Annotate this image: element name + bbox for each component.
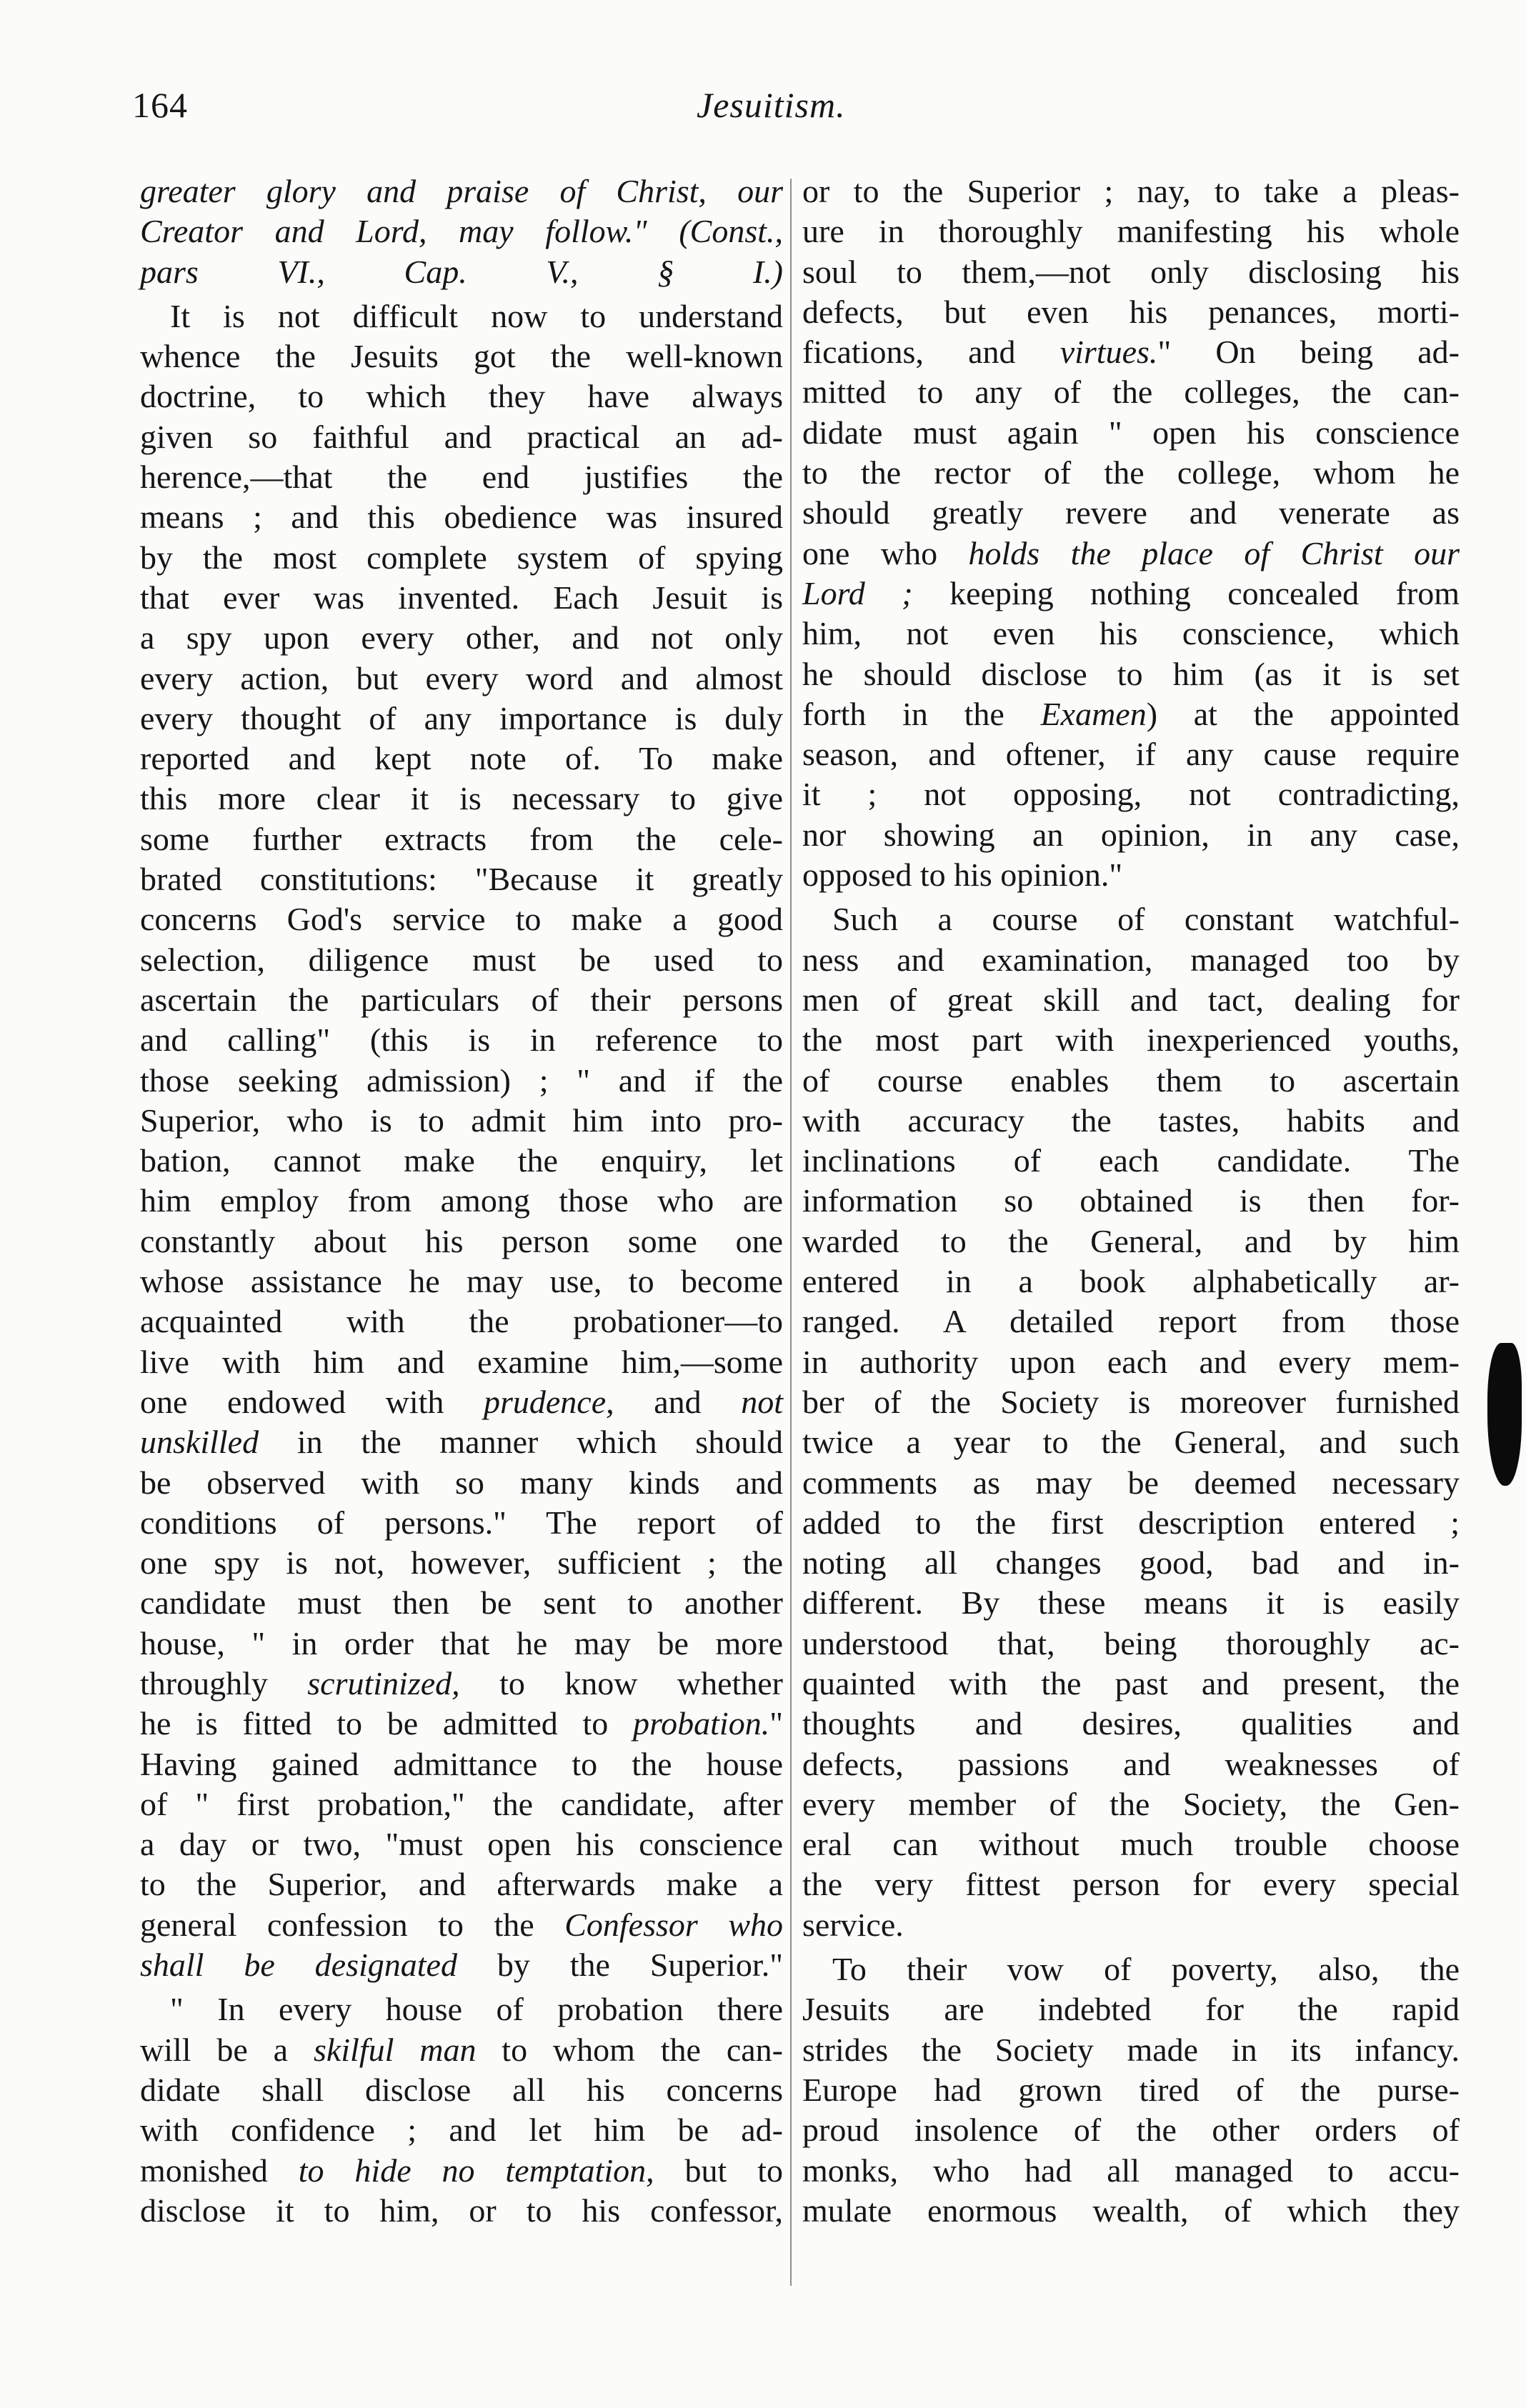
text-line xyxy=(140,1824,783,1864)
text-run: concerns God's service to make a good xyxy=(140,901,783,938)
text-line xyxy=(802,1949,1460,1989)
text-line xyxy=(140,1905,783,1945)
text-line xyxy=(802,1422,1460,1462)
text-line xyxy=(802,1061,1460,1101)
text-line xyxy=(802,855,1460,895)
text-line xyxy=(140,1262,783,1302)
text-run: season, and oftener, if any cause require xyxy=(802,736,1460,773)
text-line xyxy=(140,336,783,376)
text-run: " xyxy=(769,1705,783,1742)
italic-run: holds the place of Christ our xyxy=(968,534,1460,571)
text-run: understood that, being thoroughly ac- xyxy=(802,1624,1460,1662)
text-line xyxy=(140,2110,783,2150)
left-paragraph xyxy=(140,171,783,292)
text-line xyxy=(140,538,783,578)
text-line xyxy=(140,940,783,980)
text-run: some further extracts from the cele- xyxy=(140,820,783,857)
text-line xyxy=(140,1664,783,1704)
italic-run: greater glory and praise of Christ, our xyxy=(140,173,783,209)
text-line xyxy=(802,1989,1460,2029)
text-line xyxy=(140,859,783,899)
text-run: by the Superior." xyxy=(457,1947,783,1984)
text-run: Europe had grown tired of the purse- xyxy=(802,2071,1460,2108)
page-header xyxy=(132,84,1454,141)
text-run: warded to the General, and by him xyxy=(802,1222,1460,1259)
text-run: the most part with inexperienced youths, xyxy=(802,1021,1460,1059)
text-line xyxy=(802,1543,1460,1583)
text-run: ascertain the particulars of their persons xyxy=(140,981,783,1018)
text-line xyxy=(140,980,783,1020)
text-run: candidate must then be sent to another xyxy=(140,1584,783,1622)
text-run: one spy is not, however, sufficient ; the xyxy=(140,1544,783,1582)
text-line xyxy=(802,2030,1460,2070)
text-run: didate must again " open his conscience xyxy=(802,414,1460,451)
text-line xyxy=(802,372,1460,412)
text-run: every action, but every word and almost xyxy=(140,659,783,696)
text-run: every thought of any importance is duly xyxy=(140,699,783,736)
text-run: live with him and examine him,—some xyxy=(140,1343,783,1380)
text-run: to the rector of the college, whom he xyxy=(802,454,1460,491)
text-run: ranged. A detailed report from those xyxy=(802,1303,1460,1340)
text-line xyxy=(802,940,1460,980)
text-run: he is fitted to be admitted to xyxy=(140,1705,633,1742)
text-line xyxy=(140,1624,783,1664)
running-head: Jesuitism. xyxy=(697,85,846,125)
text-line xyxy=(802,1382,1460,1422)
text-line xyxy=(140,618,783,658)
text-run: quainted with the past and present, the xyxy=(802,1664,1460,1702)
text-line xyxy=(140,779,783,819)
text-run: whence the Jesuits got the well-known xyxy=(140,338,783,375)
text-run: in the manner which should xyxy=(259,1424,783,1461)
text-line xyxy=(140,252,783,292)
text-run: with accuracy the tastes, habits and xyxy=(802,1101,1460,1139)
italic-run: pars VI., Cap. V., § I.) xyxy=(140,253,783,290)
text-run: forth in the xyxy=(802,695,1041,732)
text-run: by the most complete system of spying xyxy=(140,539,783,576)
text-run: noting all changes good, bad and in- xyxy=(802,1544,1460,1582)
text-run: of " first probation," the candidate, after xyxy=(140,1785,783,1822)
text-line xyxy=(140,1181,783,1221)
text-run: but to xyxy=(654,2152,783,2189)
text-run: to the Superior, and afterwards make a xyxy=(140,1866,783,1903)
text-run: house, " in order that he may be more xyxy=(140,1624,783,1662)
text-line xyxy=(802,453,1460,493)
text-line xyxy=(802,815,1460,855)
text-line xyxy=(140,211,783,251)
text-run: opposed to his opinion." xyxy=(802,856,1123,894)
text-run: Jesuits are indebted for the rapid xyxy=(802,1991,1460,2028)
text-line xyxy=(140,2030,783,2070)
text-run: every member of the Society, the Gen- xyxy=(802,1785,1460,1822)
text-run: constantly about his person some one xyxy=(140,1222,783,1259)
text-line xyxy=(802,614,1460,654)
text-line xyxy=(140,1101,783,1141)
text-run: whose assistance he may use, to become xyxy=(140,1263,783,1300)
text-line xyxy=(140,296,783,336)
text-run: to whom the can- xyxy=(476,2031,783,2068)
text-line xyxy=(140,578,783,618)
italic-run: Confessor who xyxy=(564,1906,784,1943)
text-run: a day or two, "must open his conscience xyxy=(140,1826,783,1863)
text-line xyxy=(802,1302,1460,1342)
text-line xyxy=(140,1141,783,1181)
text-run: one who xyxy=(802,534,969,571)
text-line xyxy=(802,1463,1460,1503)
text-run: him employ from among those who are xyxy=(140,1182,783,1219)
text-line xyxy=(140,1222,783,1262)
text-run: monks, who had all managed to accu- xyxy=(802,2152,1460,2189)
text-line xyxy=(140,1543,783,1583)
text-line xyxy=(140,1342,783,1382)
text-run: be observed with so many kinds and xyxy=(140,1464,783,1501)
text-line xyxy=(802,1222,1460,1262)
text-run: strides the Society made in its infancy. xyxy=(802,2031,1460,2068)
text-run: general confession to the xyxy=(140,1906,565,1943)
text-line xyxy=(802,1864,1460,1904)
italic-run: virtues. xyxy=(1059,334,1158,371)
text-run: proud insolence of the other orders of xyxy=(802,2112,1460,2149)
text-line xyxy=(802,774,1460,814)
text-line xyxy=(140,497,783,537)
italic-run: not xyxy=(741,1383,783,1420)
text-line xyxy=(802,2191,1460,2231)
text-line xyxy=(802,1020,1460,1060)
italic-run: probation. xyxy=(632,1705,770,1742)
italic-run: shall be designated xyxy=(140,1947,457,1984)
text-line xyxy=(802,899,1460,939)
text-line xyxy=(140,1302,783,1342)
text-run: will be a xyxy=(140,2031,314,2068)
text-run: nor showing an opinion, in any case, xyxy=(802,816,1460,853)
text-line xyxy=(802,1784,1460,1824)
text-run: mulate enormous wealth, of which they xyxy=(802,2192,1460,2229)
text-line xyxy=(802,1624,1460,1664)
text-run: given so faithful and practical an ad- xyxy=(140,418,783,455)
text-run: bation, cannot make the enquiry, let xyxy=(140,1142,783,1179)
text-run: didate shall disclose all his concerns xyxy=(140,2071,783,2108)
italic-run: scrutinized, xyxy=(307,1664,460,1702)
text-run: those seeking admission) ; " and if the xyxy=(140,1061,783,1099)
text-line xyxy=(802,292,1460,332)
text-run: ber of the Society is moreover furnished xyxy=(802,1383,1460,1420)
text-run: he should disclose to him (as it is set xyxy=(802,655,1460,692)
text-run: different. By these means it is easily xyxy=(802,1584,1460,1622)
text-run: conditions of persons." The report of xyxy=(140,1504,783,1541)
text-run: acquainted with the probationer—to xyxy=(140,1303,783,1340)
text-line xyxy=(140,659,783,699)
text-run: reported and kept note of. To make xyxy=(140,740,783,777)
text-run: thoughts and desires, qualities and xyxy=(802,1705,1460,1742)
text-line xyxy=(140,417,783,457)
text-line xyxy=(140,899,783,939)
text-run: and calling" (this is in reference to xyxy=(140,1021,783,1059)
text-run: with confidence ; and let him be ad- xyxy=(140,2112,783,2149)
text-line xyxy=(802,1664,1460,1704)
right-paragraph xyxy=(802,1949,1460,2231)
text-run: " In every house of probation there xyxy=(170,1991,783,2028)
text-run: disclose it to him, or to his confessor, xyxy=(140,2192,783,2229)
text-run: information so obtained is then for- xyxy=(802,1182,1460,1219)
text-run: keeping nothing concealed from xyxy=(912,574,1460,611)
text-run: the very fittest person for every special xyxy=(802,1866,1460,1903)
text-line xyxy=(140,2191,783,2231)
text-line xyxy=(802,1503,1460,1543)
italic-run: unskilled xyxy=(140,1424,259,1461)
left-paragraph xyxy=(140,296,783,1985)
text-run: this more clear it is necessary to give xyxy=(140,780,783,817)
text-run: To their vow of poverty, also, the xyxy=(832,1951,1460,1988)
text-run: monished xyxy=(140,2152,299,2189)
text-line xyxy=(140,1020,783,1060)
text-line xyxy=(802,1905,1460,1945)
text-line xyxy=(802,1181,1460,1221)
italic-run: Creator and Lord, may follow." (Const., xyxy=(140,213,783,250)
text-line xyxy=(140,1864,783,1904)
text-line xyxy=(140,1704,783,1744)
text-line xyxy=(802,1141,1460,1181)
text-line xyxy=(140,1744,783,1784)
text-line xyxy=(802,534,1460,574)
text-line xyxy=(802,734,1460,774)
text-run: one endowed with xyxy=(140,1383,484,1420)
text-run: mitted to any of the colleges, the can- xyxy=(802,374,1460,411)
text-run: means ; and this obedience was insured xyxy=(140,499,783,536)
text-line xyxy=(802,332,1460,372)
text-line xyxy=(802,1262,1460,1302)
text-line xyxy=(140,376,783,416)
text-line xyxy=(140,2070,783,2110)
text-line xyxy=(140,171,783,211)
text-line xyxy=(802,654,1460,694)
text-line xyxy=(140,1463,783,1503)
text-line xyxy=(802,980,1460,1020)
left-paragraph xyxy=(140,1989,783,2231)
text-run: him, not even his conscience, which xyxy=(802,615,1460,652)
text-line xyxy=(802,252,1460,292)
text-run: twice a year to the General, and such xyxy=(802,1424,1460,1461)
text-line xyxy=(802,2151,1460,2191)
italic-run: Examen xyxy=(1040,695,1147,732)
text-run: It is not difficult now to understand xyxy=(170,297,783,334)
text-line xyxy=(140,1583,783,1623)
text-line xyxy=(802,171,1460,211)
text-run: comments as may be deemed necessary xyxy=(802,1464,1460,1501)
text-run: added to the first description entered ; xyxy=(802,1504,1460,1541)
text-run: should greatly revere and venerate as xyxy=(802,494,1460,531)
text-run: a spy upon every other, and not only xyxy=(140,619,783,656)
italic-run: skilful man xyxy=(313,2031,477,2068)
text-line xyxy=(802,1583,1460,1623)
text-line xyxy=(802,574,1460,614)
right-paragraph xyxy=(802,171,1460,895)
text-run: soul to them,—not only disclosing his xyxy=(802,253,1460,290)
text-run: in authority upon each and every mem- xyxy=(802,1343,1460,1380)
text-line xyxy=(802,1824,1460,1864)
text-run: or to the Superior ; nay, to take a pleas- xyxy=(802,173,1460,209)
text-run: selection, diligence must be used to xyxy=(140,941,783,978)
text-line xyxy=(802,1744,1460,1784)
text-line xyxy=(802,2070,1460,2110)
text-run: service. xyxy=(802,1906,904,1943)
left-column xyxy=(140,171,783,2231)
right-paragraph xyxy=(802,899,1460,1945)
text-run: that ever was invented. Each Jesuit is xyxy=(140,579,783,616)
text-line xyxy=(802,1101,1460,1141)
text-line xyxy=(802,1704,1460,1744)
text-run: eral can without much trouble choose xyxy=(802,1826,1460,1863)
text-run: entered in a book alphabetically ar- xyxy=(802,1263,1460,1300)
page-number: 164 xyxy=(132,85,188,125)
text-run: of course enables them to ascertain xyxy=(802,1061,1460,1099)
text-run: throughly xyxy=(140,1664,308,1702)
text-line xyxy=(802,413,1460,453)
text-line xyxy=(802,1342,1460,1382)
text-line xyxy=(802,694,1460,734)
text-run: Superior, who is to admit him into pro- xyxy=(140,1101,783,1139)
text-run: ness and examination, managed too by xyxy=(802,941,1460,978)
text-line xyxy=(140,1503,783,1543)
right-column xyxy=(802,171,1460,2231)
italic-run: to hide no temptation, xyxy=(298,2152,654,2189)
text-line xyxy=(140,2151,783,2191)
text-run: and xyxy=(614,1383,742,1420)
text-run: ure in thoroughly manifesting his whole xyxy=(802,213,1460,250)
text-line xyxy=(140,457,783,497)
text-run: defects, passions and weaknesses of xyxy=(802,1745,1460,1782)
text-line xyxy=(140,1382,783,1422)
text-run: " On being ad- xyxy=(1157,334,1460,371)
text-line xyxy=(802,493,1460,533)
text-run: it ; not opposing, not contradicting, xyxy=(802,776,1460,813)
text-run: defects, but even his penances, morti- xyxy=(802,293,1460,330)
text-line xyxy=(140,1784,783,1824)
text-line xyxy=(140,1061,783,1101)
text-run: inclinations of each candidate. The xyxy=(802,1142,1460,1179)
text-run: ) at the appointed xyxy=(1146,695,1460,732)
text-line xyxy=(140,699,783,739)
text-run: to know whether xyxy=(459,1664,783,1702)
text-line xyxy=(802,2110,1460,2150)
text-line xyxy=(140,819,783,859)
italic-run: prudence, xyxy=(483,1383,614,1420)
text-line xyxy=(802,211,1460,251)
text-line xyxy=(140,1945,783,1985)
italic-run: Lord ; xyxy=(802,574,913,611)
text-run: herence,—that the end justifies the xyxy=(140,459,783,496)
text-run: men of great skill and tact, dealing for xyxy=(802,981,1460,1018)
text-line xyxy=(140,739,783,779)
text-run: Having gained admittance to the house xyxy=(140,1745,783,1782)
text-run: Such a course of constant watchful- xyxy=(832,901,1460,938)
text-run: doctrine, to which they have always xyxy=(140,378,783,415)
text-line xyxy=(140,1989,783,2029)
ink-blot xyxy=(1487,1343,1522,1486)
text-run: fications, and xyxy=(802,334,1060,371)
column-divider xyxy=(790,179,792,2286)
text-run: brated constitutions: "Because it greatly xyxy=(140,861,783,898)
text-line xyxy=(140,1422,783,1462)
